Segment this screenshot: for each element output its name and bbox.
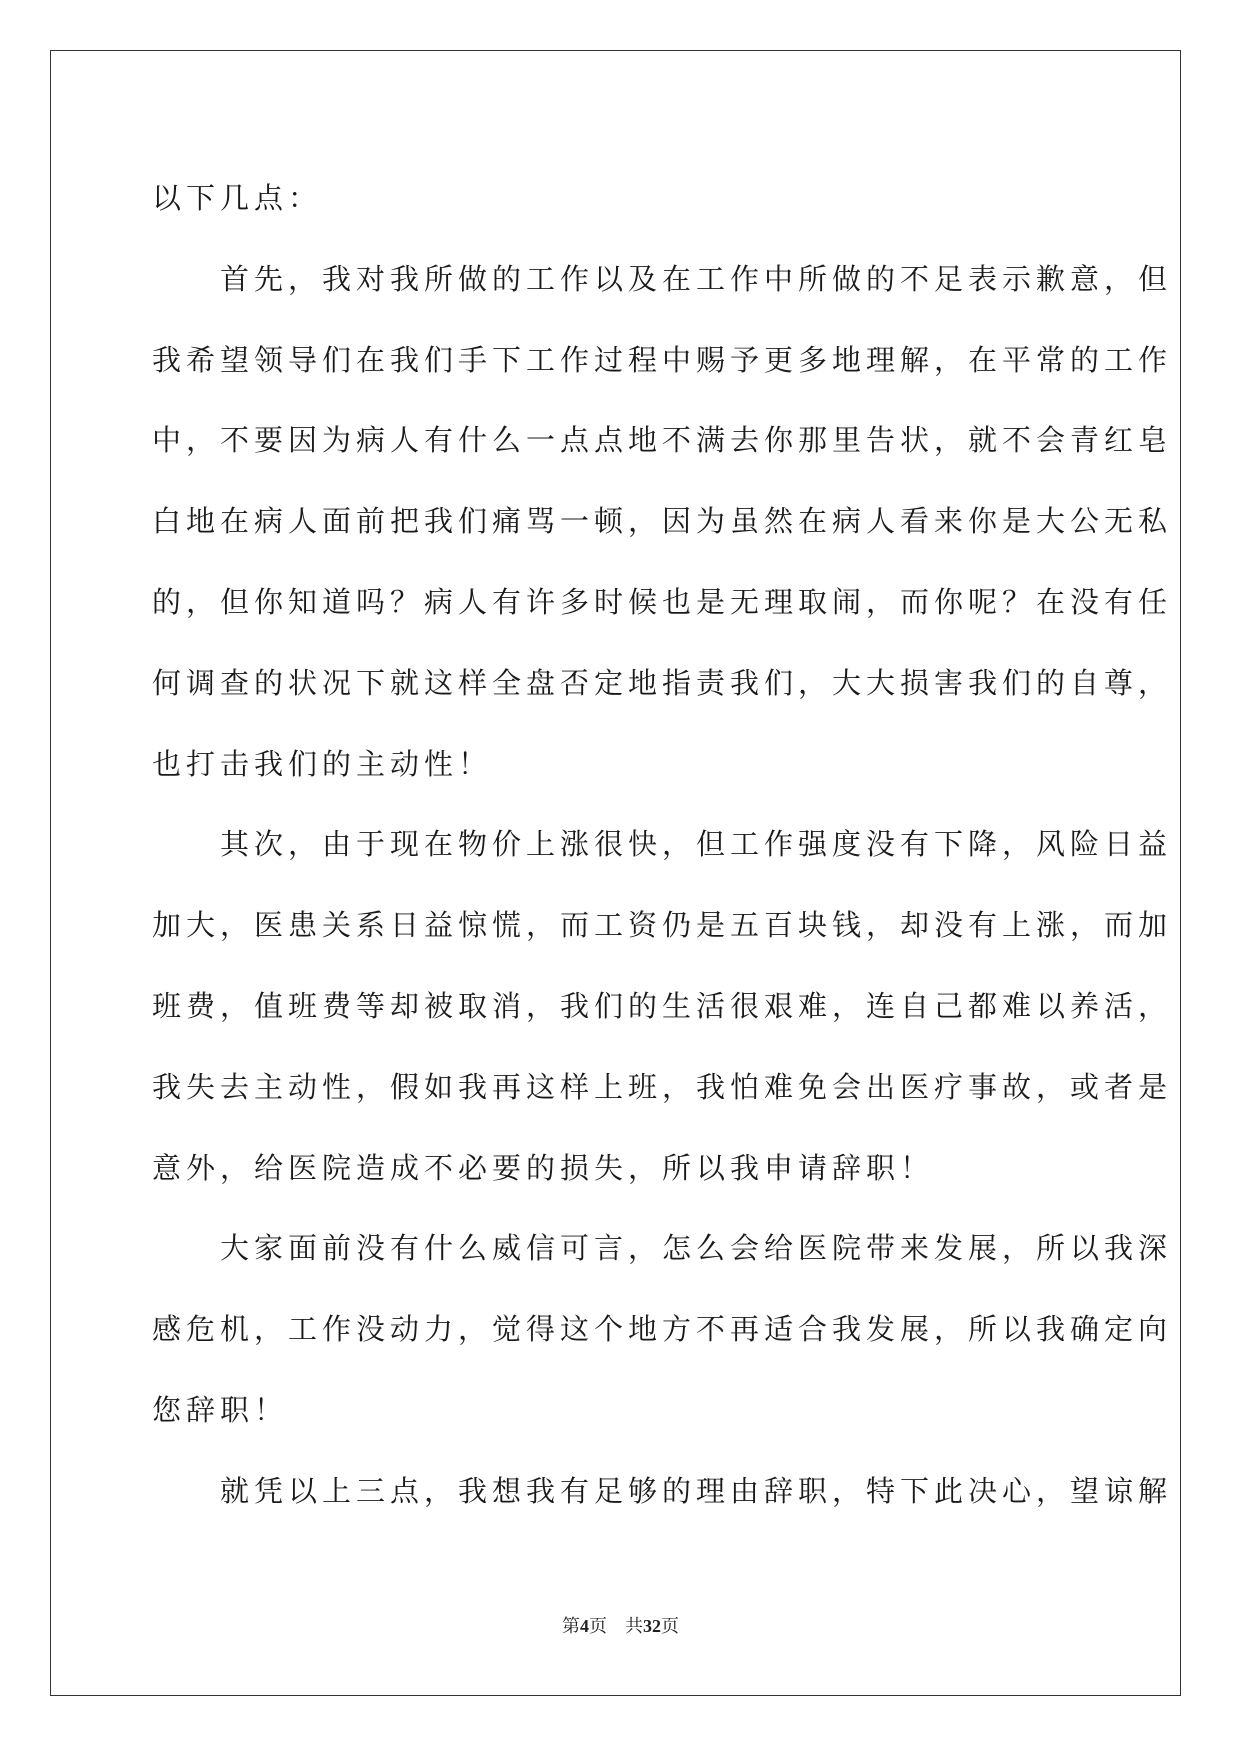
total-prefix: 共 — [625, 1616, 643, 1637]
text-line: 以下几点： — [152, 181, 323, 215]
text-line: 何调查的状况下就这样全盘否定地指责我们，大大损害我们的自尊， — [152, 665, 1173, 700]
page-footer — [0, 1612, 1241, 1638]
text-line: 我失去主动性，假如我再这样上班，我怕难免会出医疗事故，或者是 — [152, 1069, 1173, 1104]
text-line: 也打击我们的主动性！ — [152, 746, 493, 781]
total-pages: 32 — [643, 1616, 661, 1636]
text-line: 其次，由于现在物价上涨很快，但工作强度没有下降，风险日益 — [152, 827, 1173, 862]
text-line: 首先，我对我所做的工作以及在工作中所做的不足表示歉意，但 — [152, 261, 1173, 296]
text-line: 班费，值班费等却被取消，我们的生活很艰难，连自己都难以养活， — [152, 988, 1173, 1023]
text-line: 您辞职！ — [152, 1392, 289, 1427]
text-line: 白地在病人面前把我们痛骂一顿，因为虽然在病人看来你是大公无私 — [152, 504, 1173, 539]
page-prefix: 第 — [562, 1616, 580, 1637]
text-line: 中，不要因为病人有什么一点点地不满去你那里告状，就不会青红皂 — [152, 423, 1173, 458]
text-line: 的，但你知道吗？病人有许多时候也是无理取闹，而你呢？在没有任 — [152, 584, 1173, 619]
page-number: 4 — [580, 1616, 589, 1636]
text-line: 意外，给医院造成不必要的损失，所以我申请辞职！ — [152, 1150, 935, 1185]
document-body — [152, 158, 1173, 1532]
text-line: 大家面前没有什么威信可言，怎么会给医院带来发展，所以我深 — [152, 1231, 1173, 1266]
total-suffix: 页 — [661, 1616, 679, 1637]
page-suffix: 页 — [589, 1616, 607, 1637]
text-line: 我希望领导们在我们手下工作过程中赐予更多地理解，在平常的工作 — [152, 342, 1173, 377]
text-line: 加大，医患关系日益惊慌，而工资仍是五百块钱，却没有上涨，而加 — [152, 908, 1173, 943]
text-line: 就凭以上三点，我想我有足够的理由辞职，特下此决心，望谅解 — [152, 1473, 1173, 1508]
text-line: 感危机，工作没动力，觉得这个地方不再适合我发展，所以我确定向 — [152, 1312, 1173, 1347]
